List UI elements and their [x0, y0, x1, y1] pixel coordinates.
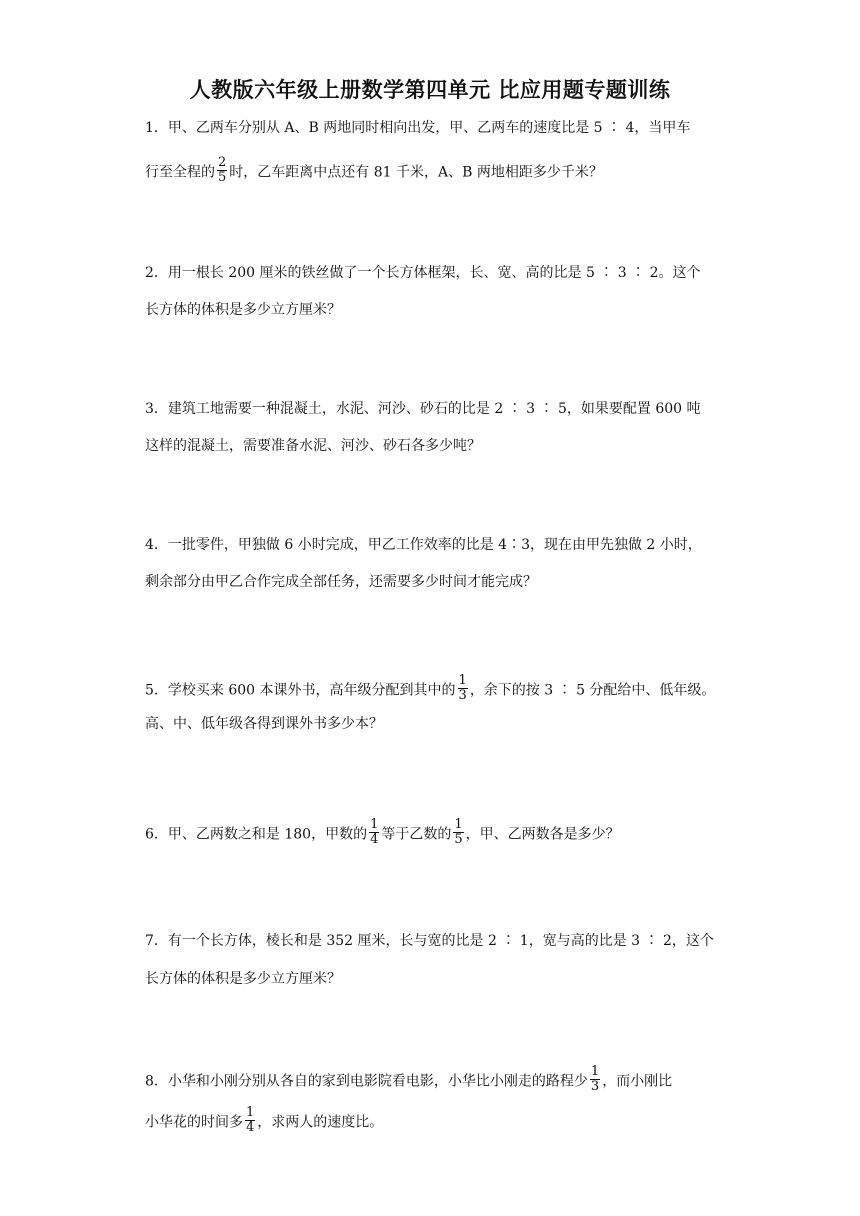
problem-2-line-2: 长方体的体积是多少立方厘米？ — [145, 302, 341, 318]
problem-1-text-a: 行至全程的 — [145, 164, 215, 181]
fraction-two-fifths — [217, 156, 227, 185]
fraction-numerator: 1 — [370, 817, 379, 832]
fraction-one-fourth — [369, 818, 379, 847]
fraction-denominator: 4 — [370, 832, 379, 847]
problem-7 — [145, 931, 725, 989]
problem-7-line-1: 7．有一个长方体，棱长和是 352 厘米，长与宽的比是 2 ∶ 1，宽与高的比是 3 ∶ 2，这个 — [145, 933, 714, 949]
problem-8-text-b: ，而小刚比 — [602, 1073, 673, 1090]
problem-3-line-2: 这样的混凝土，需要准备水泥、河沙、砂石各多少吨？ — [145, 438, 481, 454]
problem-1-line-1: 1．甲、乙两车分别从 A、B 两地同时相向出发，甲、乙两车的速度比是 5 ∶ 4，当甲车 — [145, 120, 691, 136]
problem-6-text-a: 6．甲、乙两数之和是 180，甲数的 — [145, 826, 368, 843]
problem-8-text-a: 8．小华和小刚分别从各自的家到电影院看电影，小华比小刚走的路程少 — [145, 1073, 588, 1090]
problem-5-line-1 — [145, 673, 725, 703]
problem-8 — [145, 1064, 725, 1135]
fraction-numerator: 1 — [590, 1064, 600, 1079]
fraction-one-third — [458, 674, 468, 703]
fraction-denominator: 3 — [590, 1079, 600, 1094]
problem-8-line-2 — [145, 1105, 725, 1135]
fraction-one-third — [590, 1065, 600, 1094]
problem-5-text-b: ，余下的按 3 ∶ 5 分配给中、低年级。 — [469, 682, 716, 699]
problem-8-text-c: 小华花的时间多 — [145, 1114, 243, 1131]
page-title: 人教版六年级上册数学第四单元 比应用题专题训练 — [189, 78, 671, 102]
problem-8-text-d: ，求两人的速度比。 — [257, 1114, 384, 1131]
problem-6-text-b: 等于乙数的 — [381, 826, 452, 843]
fraction-numerator: 1 — [454, 817, 463, 832]
fraction-one-fifth — [453, 818, 463, 847]
problem-3 — [145, 399, 725, 456]
problem-5-text-a: 5．学校买来 600 本课外书，高年级分配到其中的 — [145, 682, 456, 699]
problem-4-line-2: 剩余部分由甲乙合作完成全部任务，还需要多少时间才能完成？ — [145, 574, 537, 590]
problem-6 — [145, 817, 725, 847]
problem-1-text-b: 时，乙车距离中点还有 81 千米，A、B 两地相距多少千米？ — [229, 164, 603, 181]
problem-6-text-c: ，甲、乙两数各是多少？ — [465, 826, 620, 843]
problem-2 — [145, 263, 725, 320]
fraction-denominator: 5 — [454, 832, 463, 847]
fraction-denominator: 3 — [458, 688, 467, 703]
problem-5-line-2: 高、中、低年级各得到课外书多少本？ — [145, 716, 383, 732]
problem-5 — [145, 673, 725, 734]
fraction-numerator: 1 — [246, 1105, 255, 1120]
problem-2-line-1: 2．用一根长 200 厘米的铁丝做了一个长方体框架，长、宽、高的比是 5 ∶ 3 ∶ 2。这个 — [145, 265, 701, 281]
problem-1 — [145, 118, 725, 185]
problem-7-line-2: 长方体的体积是多少立方厘米？ — [145, 971, 341, 987]
fraction-numerator: 1 — [458, 673, 467, 688]
fraction-one-fourth — [245, 1106, 255, 1135]
fraction-denominator: 5 — [218, 170, 227, 185]
problem-3-line-1: 3．建筑工地需要一种混凝土，水泥、河沙、砂石的比是 2 ∶ 3 ∶ 5，如果要配置 600 吨 — [145, 401, 701, 417]
fraction-numerator: 2 — [218, 155, 227, 170]
problem-6-line-1 — [145, 817, 725, 847]
problem-8-line-1 — [145, 1064, 725, 1094]
fraction-denominator: 4 — [246, 1120, 255, 1135]
problem-4 — [145, 535, 725, 592]
problem-4-line-1: 4．一批零件，甲独做 6 小时完成，甲乙工作效率的比是 4∶3，现在由甲先独做 2 小时， — [145, 537, 702, 553]
problem-1-line-2 — [145, 155, 725, 185]
